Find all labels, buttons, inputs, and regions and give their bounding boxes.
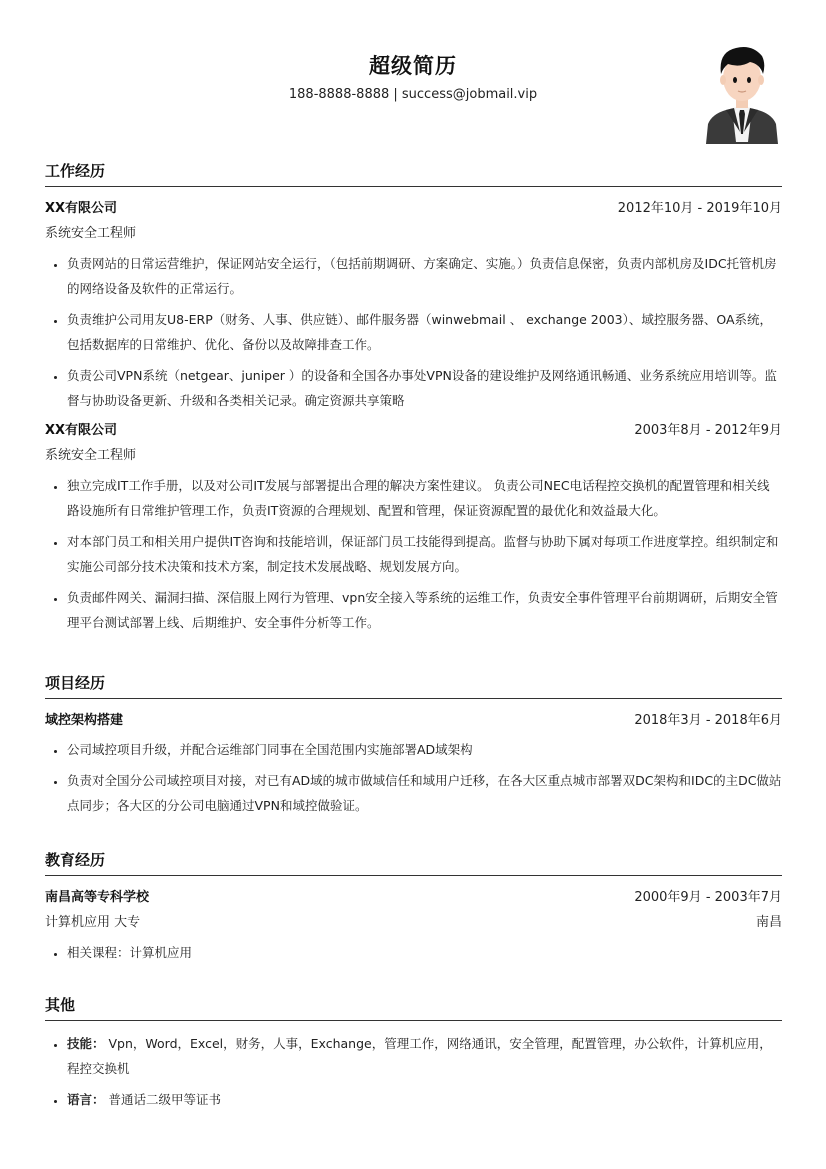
duty-list bbox=[45, 251, 782, 413]
project-name: 域控架构搭建 bbox=[45, 713, 124, 728]
candidate-name: 超级简历 bbox=[369, 54, 457, 78]
work-entry bbox=[45, 419, 782, 635]
skills-item bbox=[67, 1031, 782, 1081]
education-section-title: 教育经历 bbox=[45, 849, 782, 876]
school-location: 南昌 bbox=[755, 915, 782, 930]
other-list bbox=[45, 1031, 782, 1112]
date-range: 2018年3月 - 2018年6月 bbox=[634, 713, 782, 728]
other-section bbox=[45, 994, 782, 1118]
project-detail-item: • 公司域控项目升级，并配合运维部门同事在全国范围内实施部署AD域架构 bbox=[67, 737, 782, 762]
duty-item: • 负责公司VPN系统（netgear、juniper ）的设备和全国各办事处VPN设备的建设维护及网络通讯畅通、业务系统应用培训等。监督与协助设备更新、升级和各类相关记录。确定资源共享策略 bbox=[67, 363, 782, 413]
duty-item: • 负责维护公司用友U8-ERP（财务、人事、供应链）、邮件服务器（winwebmail 、 exchange 2003）、域控服务器、OA系统，包括数据库的日常维护、优化、备份以及故障排查工作。 bbox=[67, 307, 782, 357]
company-name: XX有限公司 bbox=[45, 423, 118, 438]
school-name: 南昌高等专科学校 bbox=[45, 890, 150, 905]
date-range: 2000年9月 - 2003年7月 bbox=[634, 890, 782, 905]
company-name: XX有限公司 bbox=[45, 201, 118, 216]
skills-value: Vpn，Word，Excel，财务，人事，Exchange，管理工作，网络通讯，安全管理，配置管理，办公软件，计算机应用，程控交换机 bbox=[67, 1036, 772, 1076]
course-list bbox=[45, 940, 782, 965]
job-title: 系统安全工程师 bbox=[45, 226, 137, 241]
language-item bbox=[67, 1087, 782, 1112]
avatar bbox=[704, 42, 780, 144]
degree: 计算机应用 大专 bbox=[45, 915, 141, 930]
project-detail-item: • 负责对全国分公司域控项目对接，对已有AD域的城市做域信任和域用户迁移，在各大区重点城市部署双DC架构和IDC的主DC做站点同步；各大区的分公司电脑通过VPN和域控做验证。 bbox=[67, 768, 782, 818]
duty-item: • 独立完成IT工作手册，以及对公司IT发展与部署提出合理的解决方案性建议。 负责公司NEC电话程控交换机的配置管理和相关线路设施所有日常维护管理工作，负责IT资源的合理规划、配置和管理，保证资源配置的最优化和效益最大化。 bbox=[67, 473, 782, 523]
duty-list bbox=[45, 473, 782, 635]
date-range: 2003年8月 - 2012年9月 bbox=[634, 423, 782, 438]
contact-info: 188-8888-8888 | success@jobmail.vip bbox=[288, 87, 538, 102]
duty-item: • 负责邮件网关、漏洞扫描、深信服上网行为管理、vpn安全接入等系统的运维工作，负责安全事件管理平台前期调研，后期安全管理平台测试部署上线、后期维护、安全事件分析等工作。 bbox=[67, 585, 782, 635]
job-title: 系统安全工程师 bbox=[45, 448, 137, 463]
duty-item: • 对本部门员工和相关用户提供IT咨询和技能培训，保证部门员工技能得到提高。监督与协助下属对每项工作进度掌控。组织制定和实施公司部分技术决策和技术方案，制定技术发展战略、规划发展方向。 bbox=[67, 529, 782, 579]
language-label: 语言： bbox=[67, 1092, 105, 1107]
course-item: • 相关课程：计算机应用 bbox=[67, 940, 782, 965]
education-section bbox=[45, 849, 782, 971]
work-section bbox=[45, 160, 782, 641]
work-section-title: 工作经历 bbox=[45, 160, 782, 187]
skills-label: 技能： bbox=[67, 1036, 105, 1051]
project-section-title: 项目经历 bbox=[45, 672, 782, 699]
education-entry bbox=[45, 886, 782, 965]
work-entry bbox=[45, 197, 782, 413]
resume-header bbox=[0, 50, 826, 106]
project-section bbox=[45, 672, 782, 824]
date-range: 2012年10月 - 2019年10月 bbox=[617, 201, 782, 216]
project-entry bbox=[45, 709, 782, 818]
project-detail-list bbox=[45, 737, 782, 818]
duty-item: • 负责网站的日常运营维护，保证网站安全运行，（包括前期调研、方案确定、实施。）负责信息保密，负责内部机房及IDC托管机房的网络设备及软件的正常运行。 bbox=[67, 251, 782, 301]
language-value: 普通话二级甲等证书 bbox=[104, 1092, 221, 1107]
other-section-title: 其他 bbox=[45, 994, 782, 1021]
